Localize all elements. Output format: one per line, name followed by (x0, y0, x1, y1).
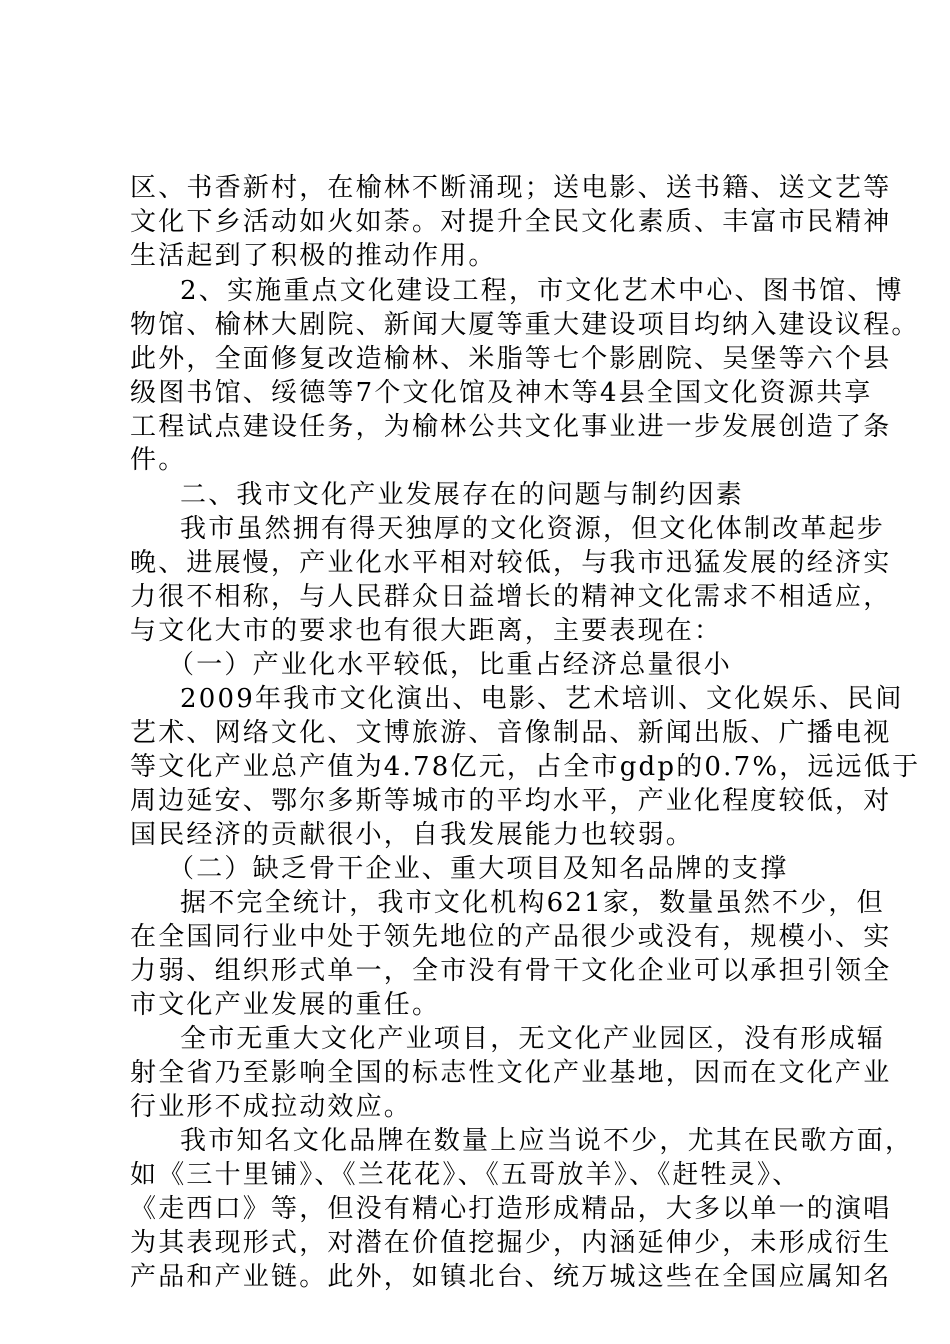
text-line: 我市知名文化品牌在数量上应当说不少，尤其在民歌方面， (180, 1126, 914, 1156)
section-heading: 二、我市文化产业发展存在的问题与制约因素 (180, 480, 745, 510)
text-line: 力弱、组织形式单一，全市没有骨干文化企业可以承担引领全 (130, 956, 892, 986)
text-line: 《走西口》等，但没有精心打造形成精品，大多以单一的演唱 (130, 1194, 892, 1224)
subsection-heading: （一）产业化水平较低，比重占经济总量很小 (168, 650, 733, 680)
text-line: 周边延安、鄂尔多斯等城市的平均水平，产业化程度较低，对 (130, 786, 892, 816)
text-line: 工程试点建设任务，为榆林公共文化事业进一步发展创造了条 (130, 412, 892, 442)
text-line: 生活起到了积极的推动作用。 (130, 241, 497, 271)
text-line: 艺术、网络文化、文博旅游、音像制品、新闻出版、广播电视 (130, 718, 892, 748)
text-line: 我市虽然拥有得天独厚的文化资源，但文化体制改革起步 (180, 514, 886, 544)
text-line: 此外，全面修复改造榆林、米脂等七个影剧院、吴堡等六个县 (130, 344, 892, 374)
text-line: 在全国同行业中处于领先地位的产品很少或没有，规模小、实 (130, 922, 892, 952)
text-line: 晚、进展慢，产业化水平相对较低，与我市迅猛发展的经济实 (130, 548, 892, 578)
text-line: 据不完全统计，我市文化机构621家，数量虽然不少，但 (180, 888, 885, 918)
text-line: 行业形不成拉动效应。 (130, 1092, 413, 1122)
text-line: 与文化大市的要求也有很大距离，主要表现在： (130, 616, 723, 646)
text-line: 国民经济的贡献很小，自我发展能力也较弱。 (130, 820, 695, 850)
text-line: 2、实施重点文化建设工程，市文化艺术中心、图书馆、博 (180, 276, 904, 306)
text-line: 区、书香新村，在榆林不断涌现；送电影、送书籍、送文艺等 (130, 173, 892, 203)
text-line: 件。 (130, 445, 187, 475)
text-line: 如《三十里铺》、《兰花花》、《五哥放羊》、《赶牲灵》、 (130, 1160, 801, 1190)
text-line: 物馆、榆林大剧院、新闻大厦等重大建设项目均纳入建设议程。 (130, 310, 920, 340)
text-line: 市文化产业发展的重任。 (130, 990, 441, 1020)
text-line: 产品和产业链。此外，如镇北台、统万城这些在全国应属知名 (130, 1262, 892, 1292)
text-line: 全市无重大文化产业项目，无文化产业园区，没有形成辐 (180, 1024, 886, 1054)
text-line: 为其表现形式，对潜在价值挖掘少，内涵延伸少，未形成衍生 (130, 1228, 892, 1258)
text-line: 2009年我市文化演出、电影、艺术培训、文化娱乐、民间 (180, 684, 904, 714)
text-line: 射全省乃至影响全国的标志性文化产业基地，因而在文化产业 (130, 1058, 892, 1088)
text-line: 等文化产业总产值为4.78亿元，占全市gdp的0.7%，远远低于 (130, 752, 921, 782)
text-line: 文化下乡活动如火如荼。对提升全民文化素质、丰富市民精神 (130, 207, 892, 237)
subsection-heading: （二）缺乏骨干企业、重大项目及知名品牌的支撑 (168, 854, 789, 884)
text-line: 级图书馆、绥德等7个文化馆及神木等4县全国文化资源共享 (130, 378, 873, 408)
text-line: 力很不相称，与人民群众日益增长的精神文化需求不相适应， (130, 582, 892, 612)
